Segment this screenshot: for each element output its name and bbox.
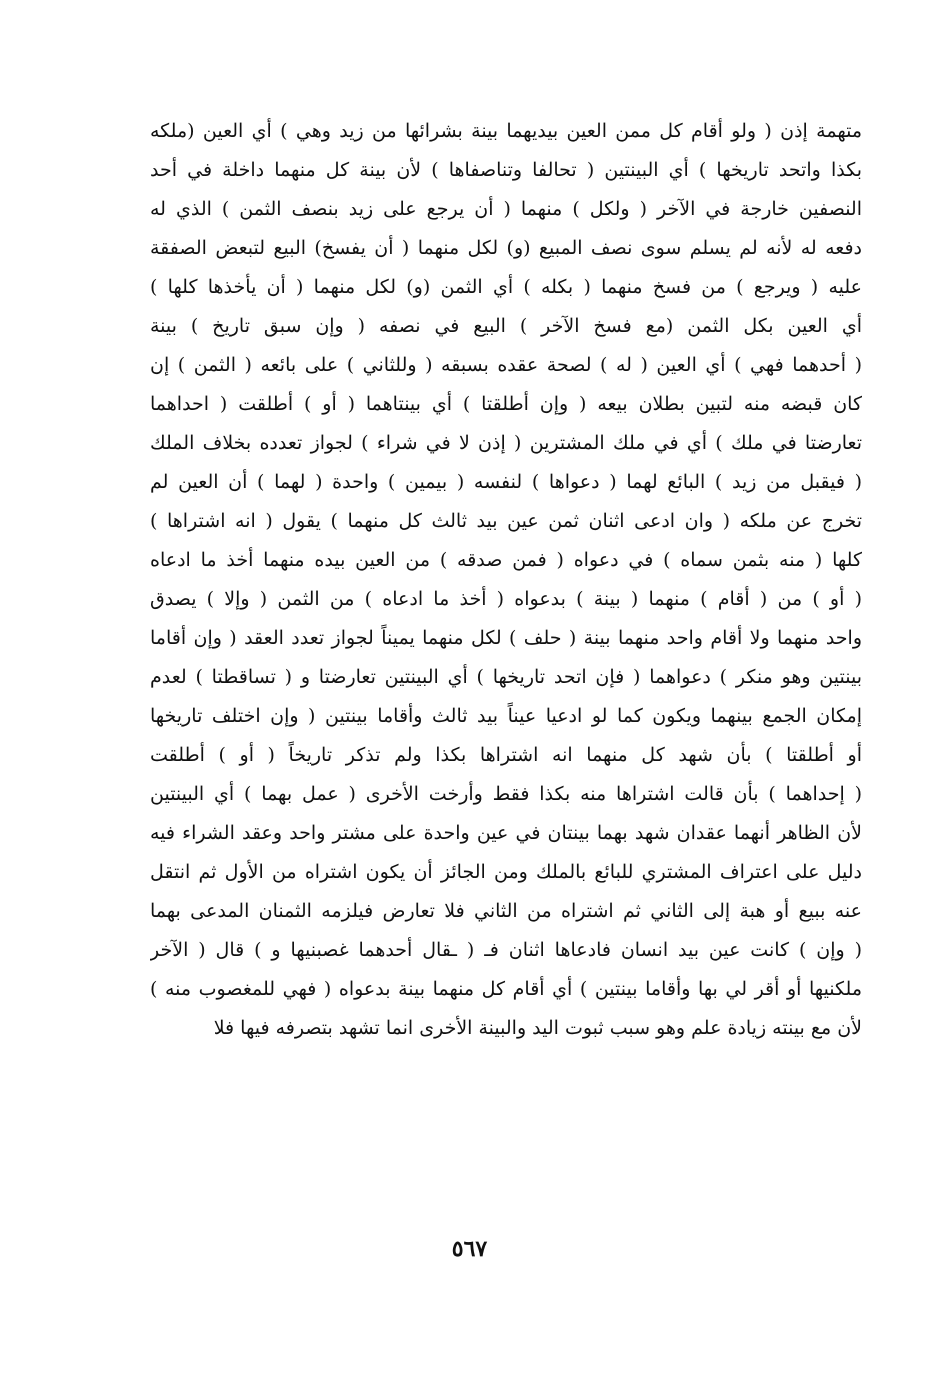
text-line: إمكان الجمع بينهما ويكون كما لو ادعيا عيناً بيد ثالث وأقاما بينتين ( وإن اختلف تاريخها [150,705,862,727]
text-line: ملكنيها أو أقر لي بها وأقاما بينتين ) أي أقام كل منهما بينة بدعواه ( فهي للمغصوب منه ) [150,978,862,1000]
text-line: عنه ببيع أو هبة إلى الثاني ثم اشتراه من الثاني فلا تعارض فيلزمه الثمنان المدعى بهما [150,900,862,922]
text-line: تخرج عن ملكه ( وان ادعى اثنان ثمن عين بيد ثالث كل منهما ) يقول ( انه اشتراها ) [150,510,862,532]
text-line: تعارضتا في ملك ) أي في ملك المشترين ( إذن لا في شراء ) لجواز تعدده بخلاف الملك [150,432,862,454]
text-line: دفعه له لأنه لم يسلم سوى نصف المبيع (و) لكل منهما ( أن يفسخ) البيع لتبعض الصفقة [150,237,862,259]
body-text [150,112,862,1048]
text-line: بينتين وهو منكر ) دعواهما ( فإن اتحد تاريخها ) أي البينتين تعارضتا و ( تساقطتا ) لعدم [150,666,862,688]
text-line: متهمة إذن ( ولو أقام كل ممن العين بيديهما بينة بشرائها من زيد وهي ) أي العين (ملكه [150,120,862,142]
page-number: ٥٦٧ [451,1236,488,1262]
text-line: ( وإن ) كانت عين بيد انسان فادعاها اثنان فـ ( ـقال أحدهما غصبنيها و ) قال ( الآخر [150,939,862,961]
text-line: ( إحداهما ) بأن قالت اشتراها منه بكذا فقط وأرخت الأخرى ( عمل بهما ) أي البينتين [150,783,862,805]
text-line: ( أو ) من ( أقام ) منهما ( بينة ) بدعواه ( أخذ ما ادعاه ) من الثمن ( وإلا ) يصدق [150,588,862,610]
text-line: النصفين خارجة في الآخر ( ولكل ) منهما ( أن يرجع على زيد بنصف الثمن ) الذي له [150,198,862,220]
text-line: دليل على اعتراف المشتري للبائع بالملك ومن الجائز أن يكون اشتراه من الأول ثم انتقل [150,861,862,883]
text-line: كان قبضه منه لتبين بطلان بيعه ( وإن أطلقتا ) أي بينتاهما ( أو ) أطلقت ( احداهما [150,393,862,415]
text-line: بكذا واتحد تاريخها ) أي البينتين ( تحالفا وتناصفاها ) لأن بينة كل منهما داخلة في أحد [150,159,862,181]
text-line: عليه ( ويرجع ) من فسخ منهما ( بكله ) أي الثمن (و) لكل منهما ( أن يأخذها كلها ) [150,276,862,298]
text-line: أو أطلقتا ) بأن شهد كل منهما انه اشتراها بكذا ولم تذكر تاريخاً ( أو ) أطلقت [150,744,862,766]
text-line: لأن الظاهر أنهما عقدان شهد بهما بينتان في عين واحدة على مشتر واحد وعقد الشراء فيه [150,822,862,844]
text-line: ( فيقبل من زيد ) البائع لهما ( دعواها ) لنفسه ( بيمين ) واحدة ( لهما ) أن العين لم [150,471,862,493]
text-line: لأن مع بينته زيادة علم وهو سبب ثبوت اليد والبينة الأخرى انما تشهد بتصرفه فيها فلا [213,1017,862,1039]
text-line: كلها ( منه بثمن سماه ) في دعواه ( فمن صدقه ) من العين بيده منهما أخذ ما ادعاه [150,549,862,571]
text-line: ( أحدهما فهي ) أي العين ( له ) لصحة عقده بسبقه ( وللثاني ) على بائعه ( الثمن ) إن [150,354,862,376]
text-line: واحد منهما ولا أقام واحد منهما بينة ( حلف ) لكل منهما يميناً لجواز تعدد العقد ( وإن أقاما [150,627,862,649]
text-line: أي العين بكل الثمن (مع فسخ الآخر ) البيع في نصفه ( وإن سبق تاريخ ) بينة [150,315,862,337]
